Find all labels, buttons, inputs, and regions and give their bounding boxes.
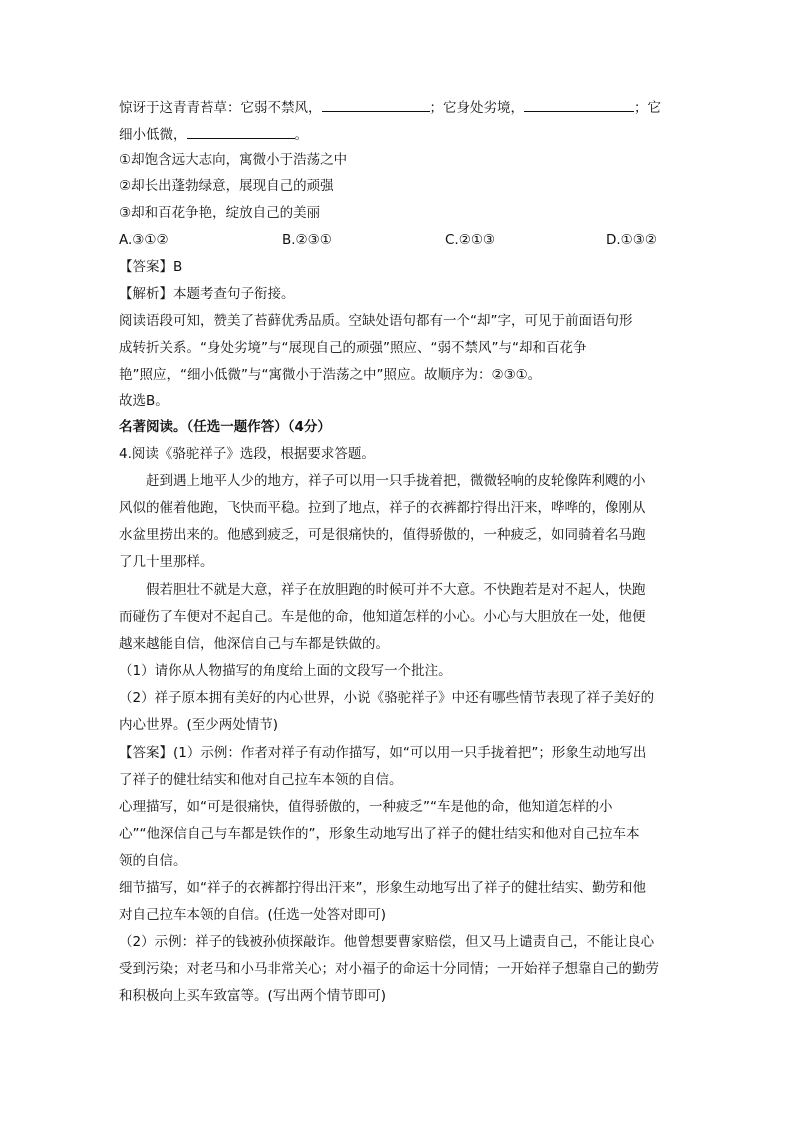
q3-analysis-line-3: 艳”照应，“细小低微”与“寓微小于浩荡之中”照应。故顺序为：②③①。 <box>119 367 542 383</box>
answer-1-line-5: 领的自信。 <box>119 853 187 869</box>
answer-1-line-2: 了祥子的健壮结实和他对自己拉车本领的自信。 <box>119 772 403 788</box>
q3-answer: 【答案】B <box>119 259 183 275</box>
sub-question-2-line-2: 内心世界。(至少两处情节) <box>119 717 279 733</box>
answer-1-line-7: 对自己拉车本领的自信。(任选一处答对即可) <box>119 907 387 923</box>
answer-1-line-4: 心”“他深信自己与车都是铁作的”，形象生动地写出了祥子的健壮结实和他对自己拉车本 <box>119 826 640 842</box>
q4-title: 4.阅读《骆驼祥子》选段，根据要求答题。 <box>119 446 375 462</box>
q3-analysis-title: 【解析】本题考查句子衔接。 <box>119 286 295 302</box>
q3-line1-a: 惊讶于这青青苔草：它弱不禁风， <box>119 100 322 116</box>
passage-2-line-2: 而碰伤了车便对不起自己。车是他的命，他知道怎样的小心。小心与大胆放在一处，他便 <box>119 609 646 625</box>
q3-line1 <box>119 97 661 118</box>
q3-item-3: ③却和百花争艳，绽放自己的美丽 <box>119 205 321 221</box>
answer-2-line-1: （2）示例：祥子的钱被孙侦探敲诈。他曾想要曹家赔偿，但又马上谴责自己，不能让良心 <box>119 934 655 950</box>
q3-analysis-line-2: 成转折关系。“身处劣境”与“展现自己的顽强”照应、“弱不禁风”与“却和百花争 <box>119 340 587 356</box>
q3-line2-a: 细小低微， <box>119 127 187 143</box>
q3-line2-b: 。 <box>294 127 308 143</box>
answer-blank-2 <box>524 97 634 112</box>
q3-line1-c: ；它 <box>634 100 661 116</box>
passage-1-line-3: 水盆里捞出来的。他感到疲乏，可是很痛快的，值得骄傲的，一种疲乏，如同骑着名马跑 <box>119 527 646 543</box>
option-c: C.②①③ <box>445 232 496 248</box>
answer-2-line-2: 受到污染；对老马和小马非常关心；对小福子的命运十分同情；一开始祥子想靠自己的勤劳 <box>119 961 659 977</box>
answer-blank-1 <box>322 97 430 112</box>
answer-1-line-1: 【答案】(1）示例：作者对祥子有动作描写，如“可以用一只手拢着把”；形象生动地写出 <box>119 745 647 761</box>
sub-question-1: （1）请你从人物描写的角度给上面的文段写一个批注。 <box>119 663 452 679</box>
answer-2-line-3: 和积极向上买车致富等。(写出两个情节即可) <box>119 988 387 1004</box>
passage-2-line-1: 假若胆壮不就是大意，祥子在放胆跑的时候可并不大意。不快跑若是对不起人，快跑 <box>146 582 646 598</box>
passage-1-line-1: 赶到遇上地平人少的地方，祥子可以用一只手拢着把，微微轻响的皮轮像阵利飕的小 <box>146 473 646 489</box>
passage-1-line-4: 了几十里那样。 <box>119 554 214 570</box>
q3-conclusion: 故选B。 <box>119 393 169 409</box>
sub-question-2-line-1: （2）祥子原本拥有美好的内心世界，小说《骆驼祥子》中还有哪些情节表现了祥子美好的 <box>119 690 655 706</box>
answer-1-line-6: 细节描写，如“祥子的衣裤都拧得出汗来”，形象生动地写出了祥子的健壮结实、勤劳和他 <box>119 880 646 896</box>
q3-line2 <box>119 124 308 145</box>
q3-item-2: ②却长出蓬勃绿意，展现自己的顽强 <box>119 178 334 194</box>
q3-analysis-line-1: 阅读语段可知，赞美了苔藓优秀品质。空缺处语句都有一个“却”字，可见于前面语句形 <box>119 313 633 329</box>
passage-2-line-3: 越来越能自信，他深信自己与车都是铁做的。 <box>119 636 389 652</box>
option-b: B.②③① <box>282 232 332 248</box>
answer-blank-3 <box>187 124 295 139</box>
option-a: A.③①② <box>119 232 169 248</box>
option-d: D.①③② <box>606 232 657 248</box>
answer-1-line-3: 心理描写，如“可是很痛快，值得骄傲的，一种疲乏”“车是他的命，他知道怎样的小 <box>119 799 613 815</box>
q3-line1-b: ；它身处劣境， <box>429 100 524 116</box>
section-heading: 名著阅读。（任选一题作答）（4分） <box>119 419 331 435</box>
passage-1-line-2: 风似的催着他跑，飞快而平稳。拉到了地点，祥子的衣裤都拧得出汗来，哗哗的，像刚从 <box>119 500 646 516</box>
q3-item-1: ①却饱含远大志向，寓微小于浩荡之中 <box>119 152 348 168</box>
